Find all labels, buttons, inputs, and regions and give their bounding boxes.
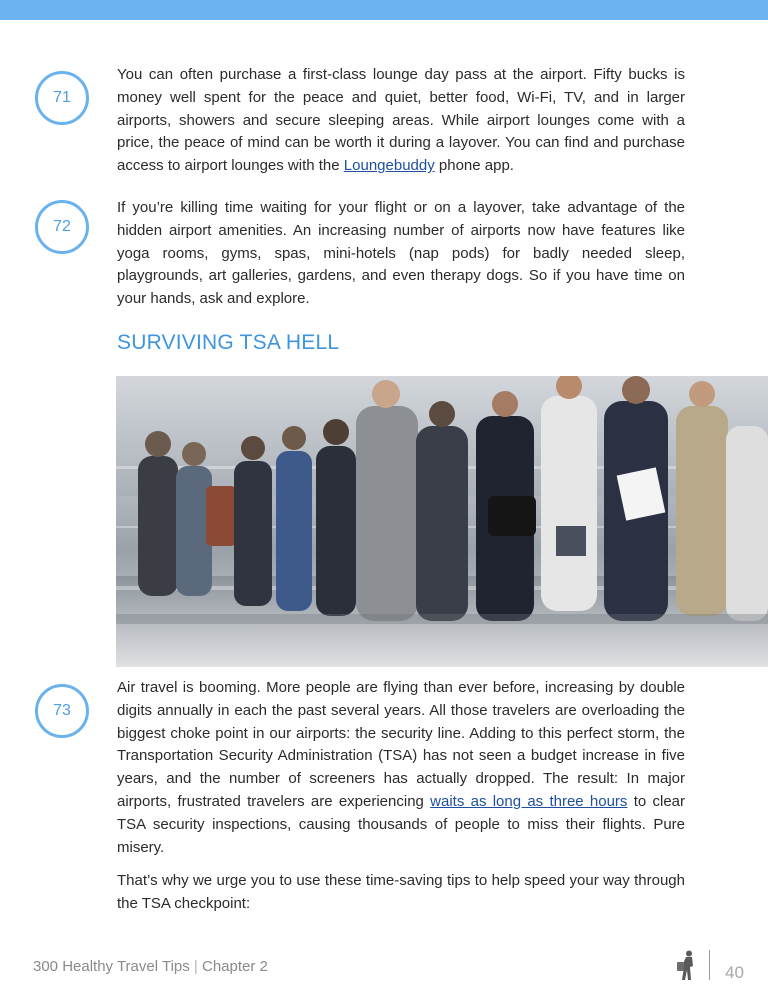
tip-number: 71	[53, 89, 71, 106]
section-heading: SURVIVING TSA HELL	[117, 331, 340, 354]
airport-security-line-photo	[116, 376, 768, 667]
book-title: 300 Healthy Travel Tips	[33, 958, 190, 975]
tsa-waits-link[interactable]: waits as long as three hours	[430, 792, 628, 810]
tip-text: If you’re killing time waiting for your flight or on a layover, take advantage of the hidden airport amenities. An increasing number of airports now have features like yoga rooms, gyms, spas, mini-hotels (nap pods) for badly needed sleep, playgrounds, art galleries, gardens, and even therapy dogs. So if you have time on your hands, ask and explore.	[117, 199, 685, 308]
tip-number-badge	[35, 71, 89, 125]
footer-divider	[709, 950, 710, 980]
crowd-illustration	[116, 376, 768, 667]
page-number: 40	[725, 963, 744, 982]
loungebuddy-link[interactable]: Loungebuddy	[343, 157, 435, 175]
tip-number-badge	[35, 200, 89, 254]
chapter-label: Chapter 2	[202, 958, 268, 975]
tip-number: 73	[53, 702, 71, 719]
tip-number: 72	[53, 218, 71, 235]
footer-separator: |	[193, 958, 198, 975]
closing-paragraph: That’s why we urge you to use these time-saving tips to help speed your way through the TSA checkpoint:	[117, 872, 685, 912]
traveler-figure-icon	[676, 950, 700, 982]
tip-text: You can often purchase a first-class lounge day pass at the airport. Fifty bucks is money well spent for the peace and quiet, better food, Wi-Fi, TV, and in larger airports, showers and secure sleeping areas. While airport lounges come with a price, the peace of mind can be worth it during a layover. You can find and purchase access to airport lounges with the Loungebuddy phone app.	[117, 66, 685, 175]
top-accent-bar	[0, 0, 768, 20]
tip-number-badge	[35, 684, 89, 738]
tip-text: Air travel is booming. More people are flying than ever before, increasing by double digits annually in each the past several years. All those travelers are overloading the biggest choke point in our airports: the security line. Adding to this perfect storm, the Transportation Security Administration (TSA) has not seen a budget increase in five years, and the number of screeners has actually dropped. The result: In major airports, frustrated travelers are experiencing waits as long as three hours to clear TSA security inspections, causing thousands of people to miss their flights. Pure misery.	[117, 679, 685, 856]
footer-title	[33, 958, 268, 975]
